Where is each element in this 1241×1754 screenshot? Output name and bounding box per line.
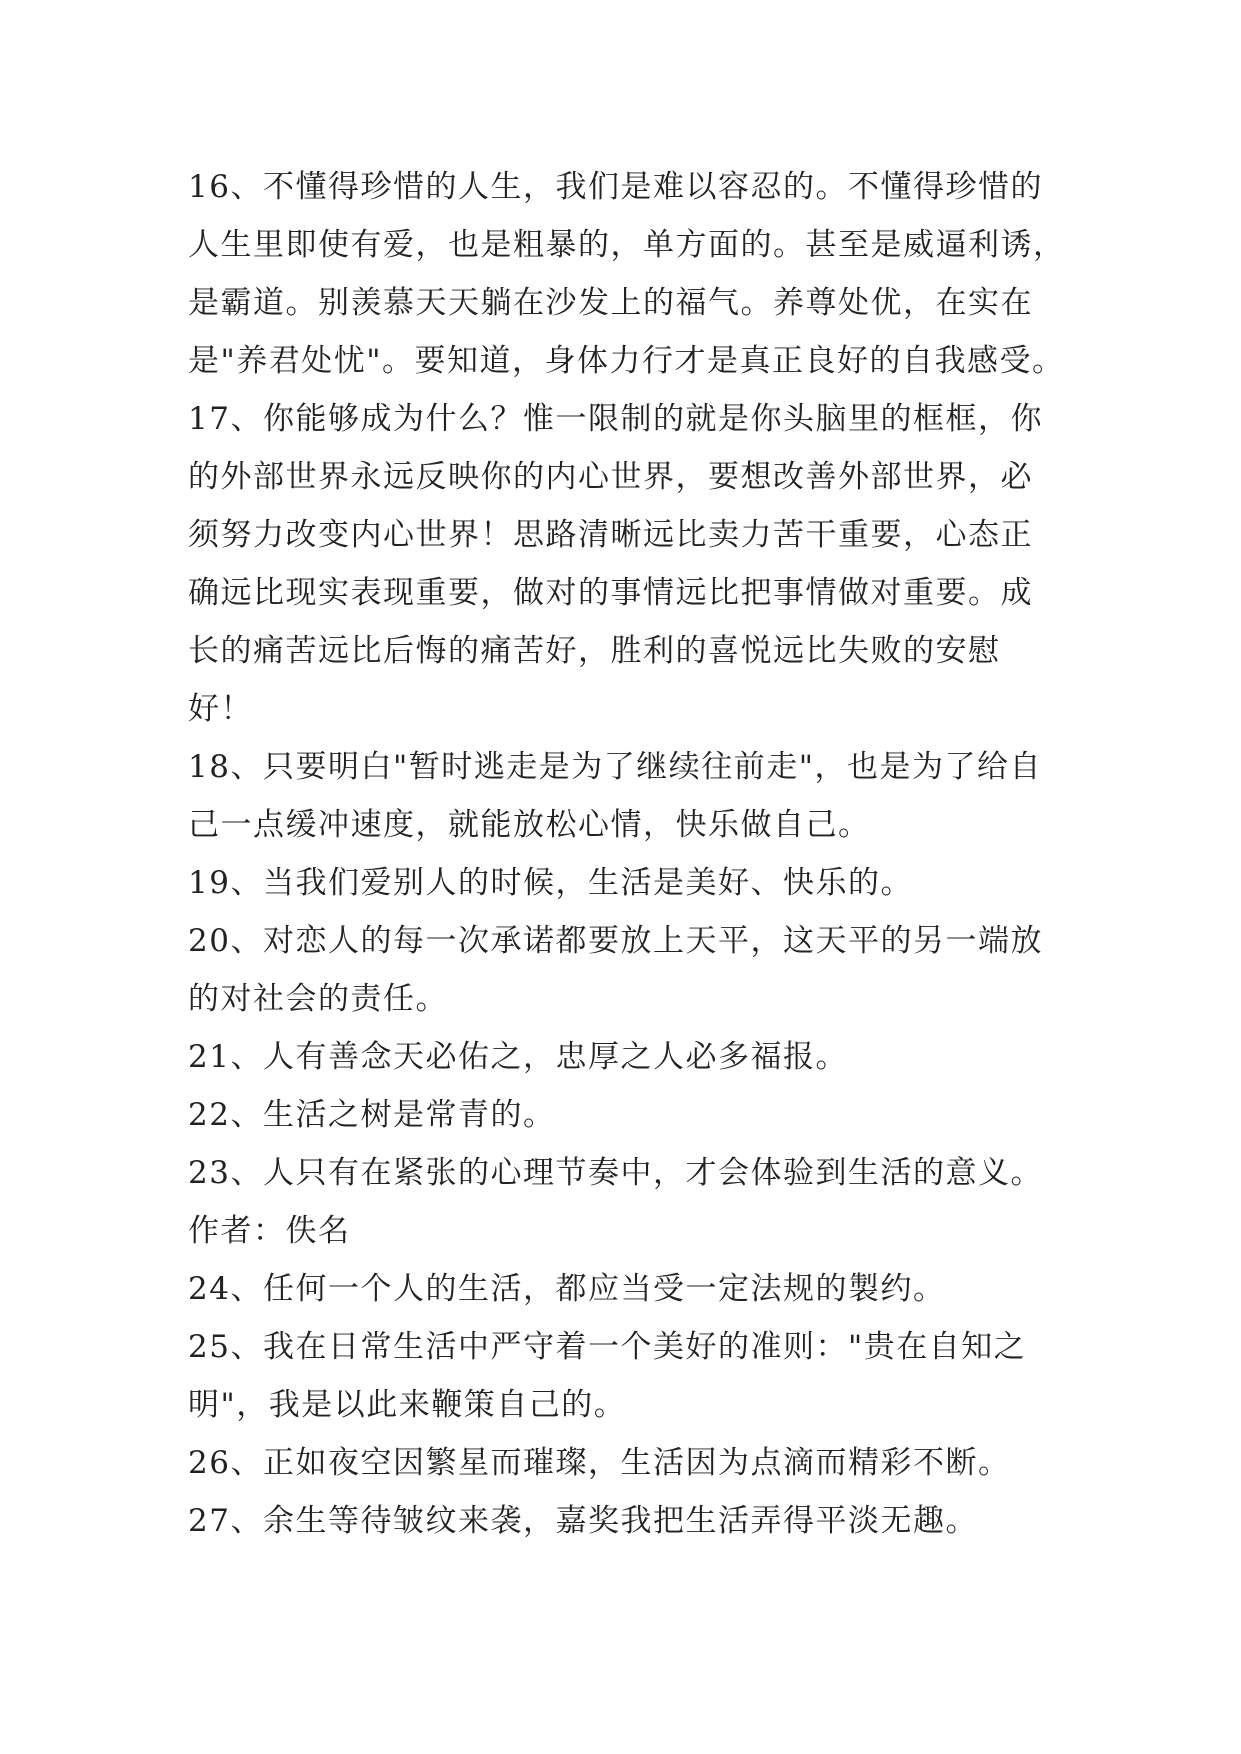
text-line: 24、任何一个人的生活，都应当受一定法规的製约。	[188, 1271, 946, 1307]
text-line: 的外部世界永远反映你的内心世界，要想改善外部世界，必	[188, 459, 1033, 495]
text-line: 18、只要明白"暂时逃走是为了继续往前走"，也是为了给自	[188, 749, 1042, 785]
text-line: 19、当我们爱别人的时候，生活是美好、快乐的。	[188, 865, 913, 901]
text-line: 23、人只有在紧张的心理节奏中，才会体验到生活的意义。	[188, 1155, 1043, 1191]
text-line: 16、不懂得珍惜的人生，我们是难以容忍的。不懂得珍惜的	[188, 169, 1043, 205]
text-line: 22、生活之树是常青的。	[188, 1097, 556, 1133]
text-line: 是霸道。别羡慕天天躺在沙发上的福气。养尊处优，在实在	[188, 285, 1033, 321]
document-body	[188, 158, 1068, 1550]
text-line: 的对社会的责任。	[188, 981, 448, 1017]
text-line: 20、对恋人的每一次承诺都要放上天平，这天平的另一端放	[188, 923, 1043, 959]
text-line: 长的痛苦远比后悔的痛苦好，胜利的喜悦远比失败的安慰	[188, 633, 1001, 669]
text-line: 明"，我是以此来鞭策自己的。	[188, 1387, 627, 1423]
text-line: 人生里即使有爱，也是粗暴的，单方面的。甚至是威逼利诱，	[188, 227, 1066, 263]
text-line: 21、人有善念天必佑之，忠厚之人必多福报。	[188, 1039, 848, 1075]
text-line: 27、余生等待皱纹来袭，嘉奖我把生活弄得平淡无趣。	[188, 1503, 978, 1539]
text-line: 17、你能够成为什么？惟一限制的就是你头脑里的框框，你	[188, 401, 1043, 437]
text-line: 确远比现实表现重要，做对的事情远比把事情做对重要。成	[188, 575, 1033, 611]
text-line: 25、我在日常生活中严守着一个美好的准则："贵在自知之	[188, 1329, 1027, 1365]
text-line: 作者：佚名	[188, 1213, 351, 1249]
text-line: 好！	[188, 691, 253, 727]
text-line: 是"养君处忧"。要知道，身体力行才是真正良好的自我感受。	[188, 343, 1065, 379]
text-line: 己一点缓冲速度，就能放松心情，快乐做自己。	[188, 807, 871, 843]
text-line: 须努力改变内心世界！思路清晰远比卖力苦干重要，心态正	[188, 517, 1033, 553]
text-line: 26、正如夜空因繁星而璀璨，生活因为点滴而精彩不断。	[188, 1445, 1011, 1481]
